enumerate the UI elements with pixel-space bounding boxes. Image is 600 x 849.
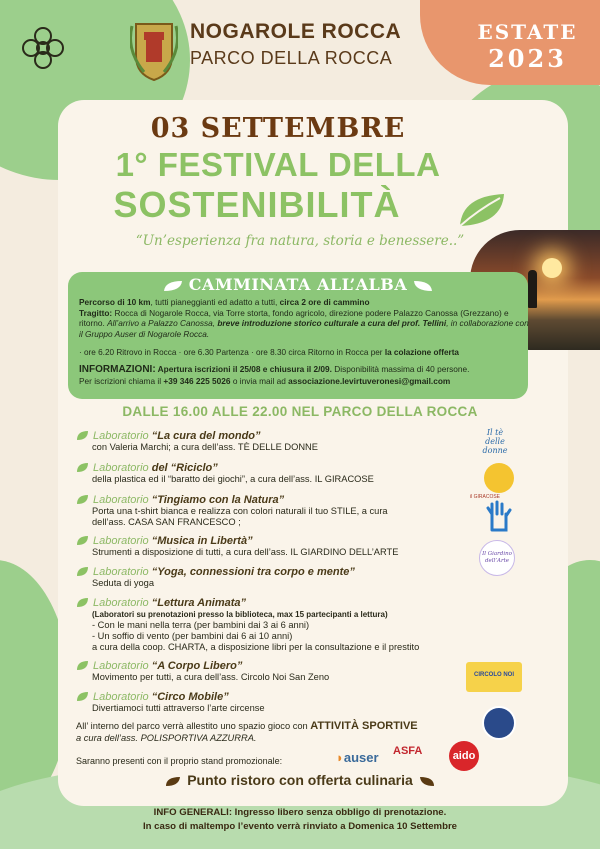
- phone-number[interactable]: +39 346 225 5026: [163, 375, 231, 386]
- sun-icon: [542, 258, 562, 278]
- walker-silhouette: [528, 270, 537, 308]
- tagline: “Un’esperienza fra natura, storia e benessere..”: [135, 233, 465, 249]
- lab-item: Laboratorio “Lettura Animata” (Laboratori su prenotazioni presso la biblioteca, max 15 partecipanti a lettura) - Con le mani nella terra (per bambini dai 3 ai 6 anni) - Un soffio di vento (per bambini dai 6 ai 10 anni) a cura della coop. CHARTA, a disposizione libri per la consultazione e il prestito: [76, 597, 496, 653]
- leaf-bullet-icon: [76, 494, 89, 505]
- walk-title: CAMMINATA ALL’ALBA: [188, 275, 408, 294]
- town-crest-icon: [130, 16, 178, 82]
- walk-info: INFORMAZIONI: Apertura iscrizioni il 25/08 e chiusura il 2/09. Disponibilità massima di 40 persone. Per iscrizioni chiama il +39 346 225 5026 o invia mail ad associazione.levirtuveronesi@gmail.com: [79, 364, 470, 386]
- lab-item: Laboratorio “Yoga, connessioni tra corpo e mente” Seduta di yoga: [76, 566, 476, 589]
- hand-logo-icon: [484, 500, 512, 532]
- giracose-logo-text: il GIRACOSE: [470, 494, 501, 500]
- leaf-bullet-icon: [76, 597, 89, 608]
- circolo-noi-logo: CIRCOLO NOI: [466, 662, 522, 692]
- lab-item: Laboratorio del “Riciclo” della plastica ed il “baratto dei giochi”, a cura dell’ass. IL GIRACOSE: [76, 462, 476, 485]
- lab-item: Laboratorio “La cura del mondo” con Valeria Marchi; a cura dell’ass. TÈ DELLE DONNE: [76, 430, 476, 453]
- footer-line1: INFO GENERALI: Ingresso libero senza obbligo di prenotazione.: [153, 807, 447, 818]
- leaf-bullet-icon: [76, 660, 89, 671]
- leaf-icon: [413, 280, 433, 292]
- town-name: NOGAROLE ROCCA: [190, 20, 402, 43]
- leaf-bullet-icon: [76, 430, 89, 441]
- leaf-icon: [456, 190, 508, 230]
- estate-label: ESTATE: [477, 20, 578, 44]
- leaf-bullet-icon: [76, 535, 89, 546]
- leaf-icon: [165, 776, 181, 787]
- walk-title-row: [68, 275, 528, 294]
- afternoon-heading: DALLE 16.00 ALLE 22.00 NEL PARCO DELLA ROCCA: [122, 404, 478, 419]
- auser-logo: ◗auser: [336, 750, 379, 765]
- te-delle-donne-logo: Il tè delle donne: [482, 428, 508, 455]
- lab-item: Laboratorio “A Corpo Libero” Movimento per tutti, a cura dell’ass. Circolo Noi San Zeno: [76, 660, 476, 683]
- leaf-icon: [419, 776, 435, 787]
- flower-logo-icon: [20, 25, 66, 71]
- park-name: PARCO DELLA ROCCA: [190, 48, 393, 68]
- asfa-logo: ASFA: [393, 745, 423, 757]
- festival-title-line2: SOSTENIBILITÀ: [113, 184, 401, 225]
- leaf-bullet-icon: [76, 566, 89, 577]
- event-date: 03 SETTEMBRE: [150, 113, 406, 144]
- walk-schedule: · ore 6.20 Ritrovo in Rocca · ore 6.30 Partenza · ore 8.30 circa Ritorno in Rocca per la colazione offerta: [79, 348, 459, 357]
- lab-item: Laboratorio “Musica in Libertà” Strumenti a disposizione di tutti, a cura dell’ass. IL GIARDINO DELL’ARTE: [76, 535, 476, 558]
- walk-description: Percorso di 10 km, tutti pianeggianti ed adatto a tutti, circa 2 ore di cammino Tragitto: Rocca di Nogarole Rocca, via Torre storta, fondo agricolo, direzione podere Palazzo Canossa (Grezzano) e ritorno. All’arrivo a Palazzo Canossa, breve introduzione storico culturale a cura del prof. Tellini, in collaborazione con il Gruppo Auser di Nogarole Rocca.: [79, 297, 529, 339]
- footer-line2: In caso di maltempo l’evento verrà rinviato a Domenica 10 Settembre: [142, 821, 458, 832]
- ristoro-line: Punto ristoro con offerta culinaria: [62, 772, 538, 788]
- giracose-logo: [484, 463, 514, 493]
- leaf-bullet-icon: [76, 691, 89, 702]
- lab-item: Laboratorio “Circo Mobile” Divertiamoci tutti attraverso l’arte circense: [76, 691, 476, 714]
- leaf-bullet-icon: [76, 462, 89, 473]
- sports-note: All’ interno del parco verrà allestito uno spazio gioco con ATTIVITÀ SPORTIVE a cura dell’ass. POLISPORTIVA AZZURRA.: [76, 720, 418, 743]
- festival-title-line1: 1° FESTIVAL DELLA: [115, 146, 441, 183]
- leaf-icon: [163, 280, 183, 292]
- lab-item: Laboratorio “Tingiamo con la Natura” Porta una t-shirt bianca e realizza con colori naturali il tuo STILE, a cura dell’ass. CASA SAN FRANCESCO ;: [76, 494, 476, 528]
- stands-note: Saranno presenti con il proprio stand promozionale:: [76, 756, 283, 766]
- giardino-arte-logo: Il Giardino dell’Arte: [479, 540, 515, 576]
- estate-year: 2023: [488, 44, 567, 73]
- email-link[interactable]: associazione.levirtuveronesi@gmail.com: [288, 375, 451, 386]
- aido-logo: aido: [449, 741, 479, 771]
